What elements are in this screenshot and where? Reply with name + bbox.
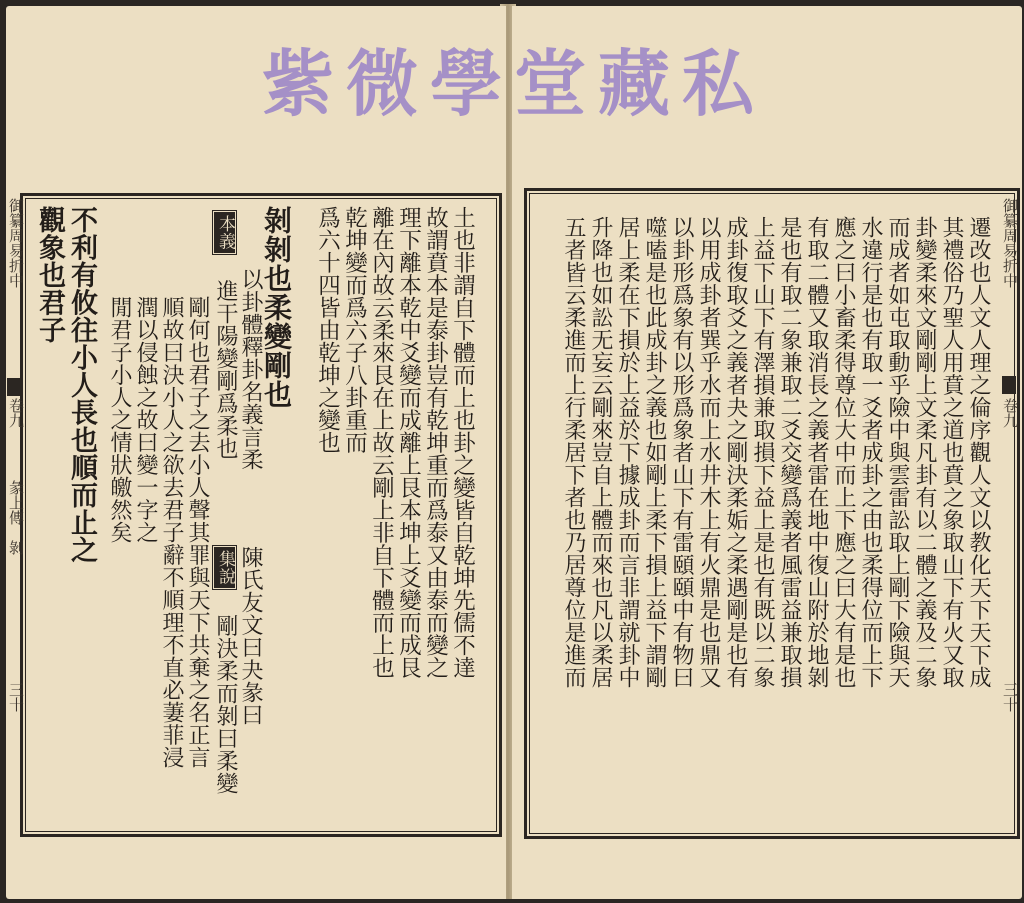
benyi-block	[214, 211, 236, 460]
text-column: 升降也如訟无妄云剛來豈自上體而來也凡以柔居	[588, 216, 613, 689]
main-text-column: 觀象也君子	[34, 206, 65, 344]
right-margin-page: 三十	[1001, 682, 1019, 712]
text-column: 水違行是也有取一爻者成卦之由也柔得位而上下	[858, 216, 883, 689]
left-page	[6, 6, 506, 899]
text-column: 上益下山下有澤損兼取損下益上是也有既以二象	[750, 216, 775, 689]
left-margin-page: 三十	[7, 682, 25, 712]
body-column: 潤以侵蝕之故曰變一字之	[133, 296, 158, 544]
text-column: 噬嗑是也此成卦之義也如剛上柔下損上益下謂剛	[642, 216, 667, 689]
right-page	[512, 6, 1022, 899]
body-column: 閒君子小人之情狀皦然矣	[107, 296, 132, 544]
commentary-column: 離在內故云柔來艮在上故云剛上非自下體而上也	[368, 206, 395, 679]
text-column: 其禮俗乃聖人用賁之道也賁之象取山下有火又取	[939, 216, 964, 689]
jishuo-text: 剛決柔而剝曰柔變	[213, 614, 238, 795]
head-text-column: 剝剝也柔變剛也	[260, 206, 293, 409]
left-margin-title: 御纂周易折中	[7, 198, 25, 288]
label-benyi: 本義	[214, 212, 235, 253]
text-column: 有取二體又取消長之義者雷在地中復山附於地剝	[804, 216, 829, 689]
commentary-column: 理下離本乾中爻變而成離上艮本坤上爻變而成艮	[395, 206, 422, 679]
label-jishuo: 集說	[214, 547, 235, 588]
text-column: 居上柔在下損於上益於下據成卦而言非謂就卦中	[615, 216, 640, 689]
commentary-column: 乾坤變而爲六子八卦重而	[341, 206, 368, 454]
text-column: 五者皆云柔進而上行柔居下者也乃居尊位是進而	[561, 216, 586, 689]
text-column: 是也有取二象兼取二爻交變爲義者風雷益兼取損	[777, 216, 802, 689]
benyi-text: 進干陽變剛爲柔也	[213, 279, 238, 460]
left-margin-section: 彖上傳 剝	[7, 480, 25, 555]
text-column: 成卦復取爻之義者夬之剛決柔姤之柔遇剛是也有	[723, 216, 748, 689]
text-column: 而成者如屯取動乎險中與雲雷訟取上剛下險與天	[885, 216, 910, 689]
text-column: 以用成卦者巽乎水而上水井木上有火鼎是也鼎又	[696, 216, 721, 689]
commentary-column: 故謂賁本是泰卦豈有乾坤重而爲泰又由泰而變之	[422, 206, 449, 679]
fish-tail-mark	[7, 378, 21, 396]
body-column: 剛何也君子之去小人聲其罪與天下共棄之名正言	[185, 296, 210, 769]
benyi-text-column: 以卦體釋卦名義言柔	[238, 268, 263, 471]
text-column: 遷改也人文人理之倫序觀人文以教化天下天下成	[966, 216, 991, 689]
text-column: 卦變柔來文剛剛上文柔凡卦有以二體之義及二象	[912, 216, 937, 689]
left-margin-volume: 卷九	[7, 398, 25, 428]
main-text-column: 不利有攸往小人長也順而止之	[66, 206, 97, 564]
collector-seal-text: 紫微學堂藏私	[262, 41, 767, 126]
body-column: 順故曰決小人之欲去君子辭不順理不直必萋菲浸	[159, 296, 184, 769]
jishuo-text-column: 陳氏友文曰夬彖曰	[238, 546, 263, 726]
right-margin-volume: 卷九	[1001, 398, 1019, 428]
jishuo-block	[214, 546, 236, 795]
right-margin-title: 御纂周易折中	[1001, 198, 1019, 288]
text-column: 以卦形爲象有以形爲象者山下有雷頤頤中有物曰	[669, 216, 694, 689]
commentary-column: 爲六十四皆由乾坤之變也	[314, 206, 341, 454]
text-column: 應之曰小畜柔得尊位大中而上下應之曰大有是也	[831, 216, 856, 689]
fish-tail-mark	[1002, 376, 1016, 394]
commentary-column: 土也非謂自下體而上也卦之變皆自乾坤先儒不達	[449, 206, 476, 679]
